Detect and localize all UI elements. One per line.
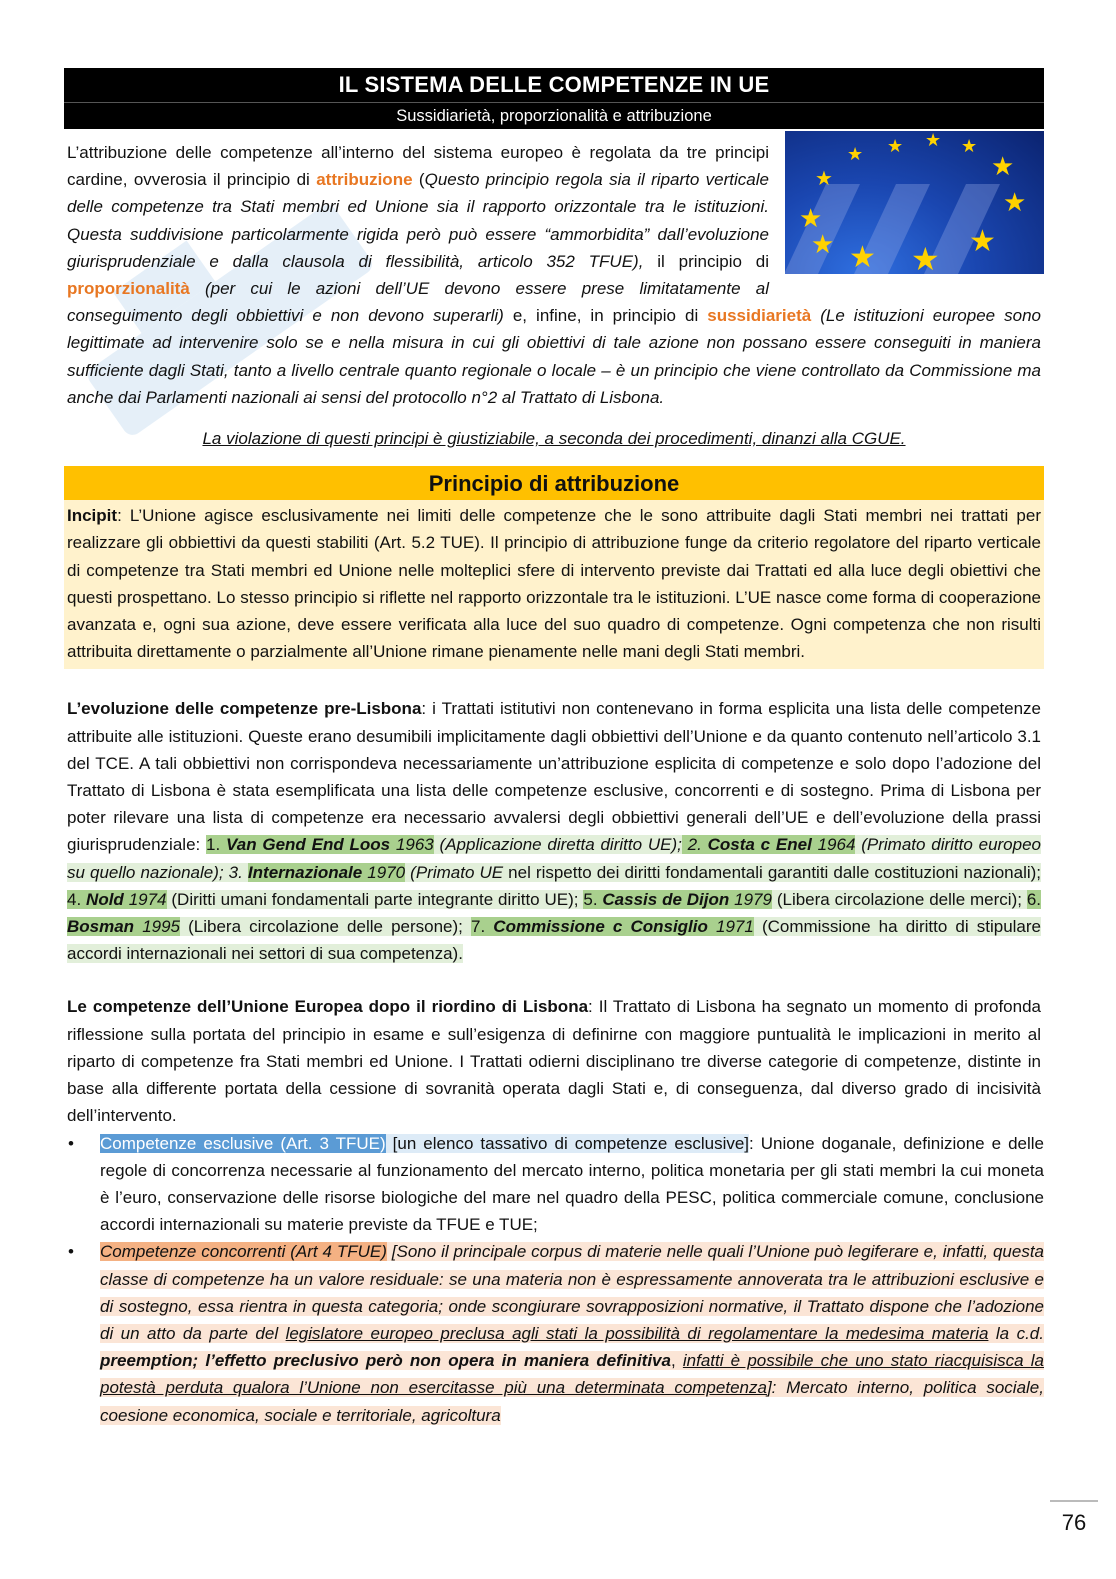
intro-section <box>64 131 1044 452</box>
violation-note: La violazione di questi principi è giustiziabile, a seconda dei procedimenti, dinanzi alla CGUE. <box>202 429 906 449</box>
intro-paragraph: L’attribuzione delle competenze all’interno del sistema europeo è regolata da tre principi cardine, ovverosia il principio di attribuzione (Questo principio regola sia il riparto verticale delle competenze tra Stati membri ed Unione sia il rapporto orizzontale tra le istituzioni. Questa suddivisione particolarmente rigida però può essere “ammorbidita” dall’evoluzione giurisprudenziale e dalla clausola di flessibilità, articolo 352 TFUE), il principio di proporzionalità (per cui le azioni dell’UE devono essere prese limitatamente al conseguimento degli obbiettivi e non devono superarli) e, infine, in principio di sussidiarietà (Le istituzioni europee sono legittimate ad intervenire solo se e nella misura in cui gli obiettivi di tale azione non possano essere conseguiti in maniera sufficiente dagli Stati, tanto a livello centrale quanto regionale o locale – è un principio che viene controllato da Commissione ma anche dai Parlamenti nazionali ai sensi del protocollo n°2 al Trattato di Lisbona. <box>67 143 1041 407</box>
eu-flag-image: ★ ★ ★ ★ ★ ★ ★ ★ ★ ★ ★ ★ <box>785 131 1044 274</box>
incipit-paragraph: Incipit: L’Unione agisce esclusivamente nei limiti delle competenze che le sono attribuite dagli Stati membri nei trattati per realizzare gli obbiettivi da questi stabiliti (Art. 5.2 TUE). Il principio di attribuzione funge da criterio regolatore del riparto verticale di competenze tra Stati membri ed Unione nelle molteplici sfere di intervento previste dai Trattati ed alla luce degli obiettivi che questi prospettano. Lo stesso principio si riflette nel rapporto orizzontale tra le istituzioni. L’UE nasce come forma di cooperazione avanzata e, ogni sua azione, deve essere verificata alla luce del suo quadro di competenze. Ogni competenza che non risulti attribuita direttamente o parzialmente all’Unione rimane pienamente nelle mani degli Stati membri. <box>67 506 1041 662</box>
page-number: 76 <box>1050 1500 1098 1536</box>
incipit-box <box>64 500 1044 669</box>
lisbona-paragraph: Le competenze dell’Unione Europea dopo il riordino di Lisbona: Il Trattato di Lisbona ha segnato un momento di profonda riflessione sulla portata del principio in esame e sull’esigenza di definirne con maggiore puntualità le implicazioni in merito al riparto di competenze fra Stati membri ed Unione. I Trattati odierni disciplinano tre diverse categorie di competenze, distinte in base alla differente portata della cessione di sovranità operata dagli Stati e, di conseguenza, dal diverso grado di incisività dell’intervento. <box>67 997 1041 1126</box>
list-item-exclusive: • Competenze esclusive (Art. 3 TFUE) [un elenco tassativo di competenze esclusive]: Unione doganale, definizione e delle regole di concorrenza necessarie al funzionamento del mercato interno, politica monetaria per gli stati membri la cui moneta è l’euro, conservazione delle risorse biologiche del mare nel quadro della PESC, politica commerciale comune, conclusione accordi internazionali su materie previste da TFUE e TUE; <box>68 1133 1045 1235</box>
document-page <box>64 68 1044 1429</box>
section-heading: Principio di attribuzione <box>64 466 1044 500</box>
page-title: IL SISTEMA DELLE COMPETENZE IN UE <box>64 68 1044 102</box>
page-subtitle: Sussidiarietà, proporzionalità e attribuzione <box>64 102 1044 129</box>
evolution-paragraph: L’evoluzione delle competenze pre-Lisbona: i Trattati istitutivi non contenevano in forma esplicita una lista delle competenze attribuite alle istituzioni. Queste erano desumibili implicitamente dagli obbiettivi dell’Unione e da quanto contenuto nell’articolo 3.1 del TCE. A tali obbiettivi non corrispondeva necessariamente un’attribuzione esplicita di competenze e solo dopo l’adozione del Trattato di Lisbona è stata esemplificata una lista delle competenze esclusive, concorrenti e di sostegno. Prima di Lisbona per poter rilevare una lista di competenze era necessario avvalersi degli obbiettivi generali dell’UE e dell’evoluzione della prassi giurisprudenziale: 1. Van Gend End Loos 1963 (Applicazione diretta diritto UE); 2. Costa c Enel 1964 (Primato diritto europeo su quello nazionale); 3. Internazionale 1970 (Primato UE nel rispetto dei diritti fondamentali garantiti dalle costituzioni nazionali); 4. Nold 1974 (Diritti umani fondamentali parte integrante diritto UE); 5. Cassis de Dijon 1979 (Libera circolazione delle merci); 6. Bosman 1995 (Libera circolazione delle persone); 7. Commissione c Consiglio 1971 (Commissione ha diritto di stipulare accordi internazionali nei settori di sua competenza). <box>67 699 1042 964</box>
list-item-concurrent: • Competenze concorrenti (Art 4 TFUE) [Sono il principale corpus di materie nelle quali l’Unione può legiferare e, infatti, questa classe di competenze ha un valore residuale: se una materia non è espressamente annoverata tra le attribuzioni esclusive e di sostegno, essa rientra in questa categoria; onde scongiurare sovrapposizioni normative, il Trattato dispone che l’adozione di un atto da parte del legislatore europeo preclusa agli stati la possibilità di regolamentare la medesima materia la c.d. preemption; l’effetto preclusivo però non opera in maniera definitiva, infatti è possibile che uno stato riacquisisca la potestà perduta qualora l’Unione non esercitasse più una determinata competenza]: Mercato interno, politica sociale, coesione economica, sociale e territoriale, agricoltura <box>68 1242 1045 1425</box>
competence-list <box>64 1130 1044 1429</box>
